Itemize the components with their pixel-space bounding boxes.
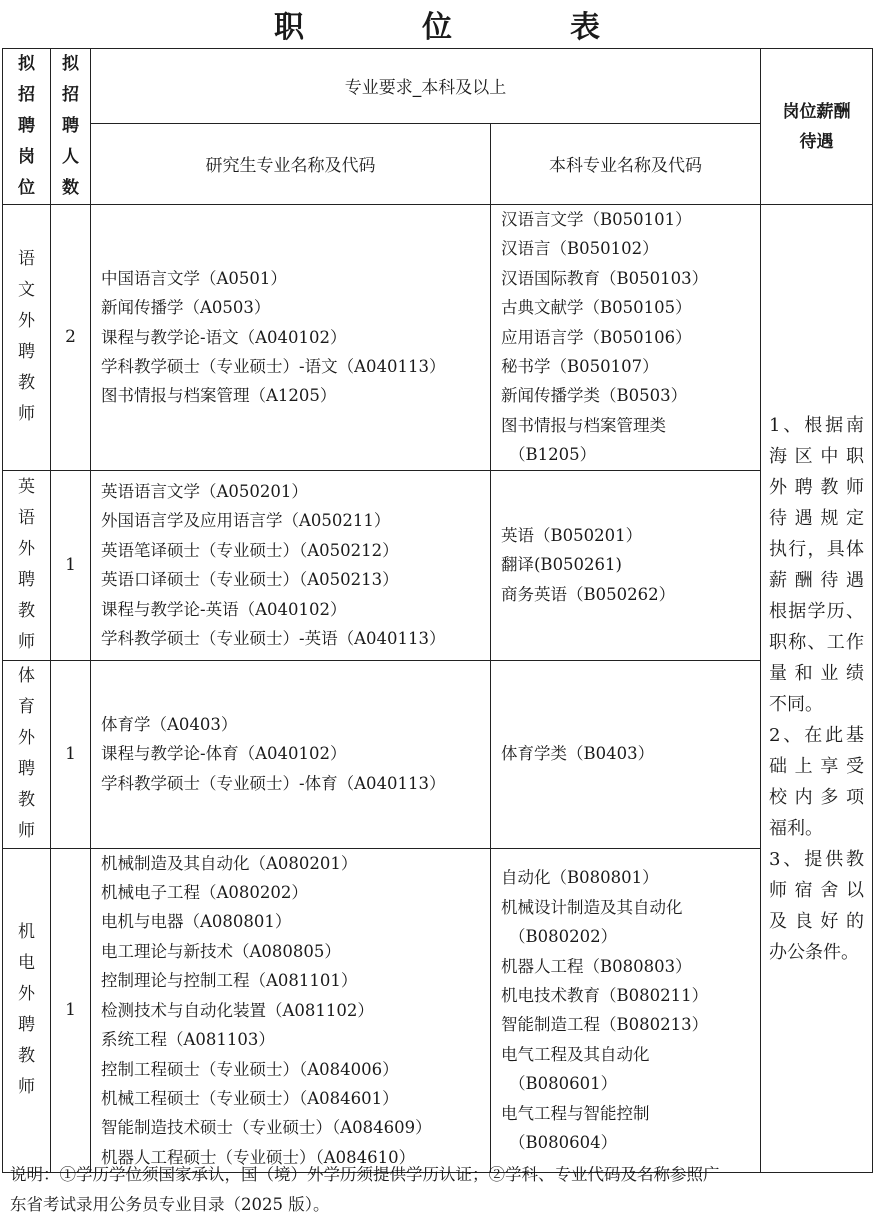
list-item: 机械电子工程（A080202） <box>101 883 308 903</box>
list-item: 英语语言文学（A050201） <box>101 481 308 501</box>
list-item: 新闻传播学类（B0503） <box>501 386 688 406</box>
list-item: 图书情报与档案管理类 <box>501 415 666 435</box>
list-item: 控制理论与控制工程（A081101） <box>101 971 358 991</box>
list-item: 外国语言学及应用语言学（A050211） <box>101 511 391 531</box>
list-item: 智能制造技术硕士（专业硕士）（A084609） <box>101 1118 432 1138</box>
list-item: 体育学类（B0403） <box>501 744 655 764</box>
table-row <box>3 848 873 1172</box>
list-item: 学科教学硕士（专业硕士）-语文（A040113） <box>101 357 446 377</box>
list-item: 秘书学（B050107） <box>501 357 659 377</box>
list-item: 机械制造及其自动化（A080201） <box>101 853 358 873</box>
list-item: 机器人工程硕士（专业硕士）（A084610） <box>101 1147 416 1167</box>
header-position: 拟 招 聘 岗 位 <box>3 49 51 205</box>
list-item: 检测技术与自动化装置（A081102） <box>101 1000 374 1020</box>
list-item: 机械工程硕士（专业硕士）（A084601） <box>101 1088 399 1108</box>
list-item: 智能制造工程（B080213） <box>501 1015 709 1035</box>
list-item: 电气工程与智能控制 <box>501 1103 650 1123</box>
list-item: 英语口译硕士（专业硕士）（A050213） <box>101 570 399 590</box>
position-count: 1 <box>51 848 91 1172</box>
list-item: 控制工程硕士（专业硕士）（A084006） <box>101 1059 399 1079</box>
position-name: 英 语 外 聘 教 师 <box>3 470 51 660</box>
position-name: 机 电 外 聘 教 师 <box>3 848 51 1172</box>
list-item: 汉语国际教育（B050103） <box>501 268 709 288</box>
list-item: （B080604） <box>509 1133 618 1153</box>
list-item: 汉语言（B050102） <box>501 239 659 259</box>
position-name: 语 文 外 聘 教 师 <box>3 205 51 471</box>
list-item: （B080601） <box>509 1074 618 1094</box>
salary-description: 1、根据南 海区中职 外聘教师 待遇规定 执行，具体 薪酬待遇 根据学历、 职称、工作 量和业绩 不同。 2、在此基 础上享受 校内多项 福利。 3、提供教 师宿舍以 及良好的 办公条件。 <box>761 205 873 1173</box>
list-item: 课程与教学论-体育（A040102） <box>101 744 347 764</box>
graduate-majors <box>91 470 491 660</box>
header-salary: 岗位薪酬 待遇 <box>761 49 873 205</box>
list-item: 机器人工程（B080803） <box>501 956 692 976</box>
position-name: 体 育 外 聘 教 师 <box>3 660 51 848</box>
list-item: （B080202） <box>509 927 618 947</box>
table-row <box>3 660 873 848</box>
graduate-majors <box>91 848 491 1172</box>
list-item: 图书情报与档案管理（A1205） <box>101 386 337 406</box>
list-item: 机电技术教育（B080211） <box>501 985 709 1005</box>
list-item: 英语（B050201） <box>501 526 643 546</box>
list-item: 系统工程（A081103） <box>101 1030 275 1050</box>
list-item: 英语笔译硕士（专业硕士）（A050212） <box>101 540 399 560</box>
page-title: 职 位 表 <box>274 10 644 45</box>
header-major-requirement: 专业要求_本科及以上 <box>91 49 761 124</box>
position-count: 2 <box>51 205 91 471</box>
footnote-line: 说明：①学历学位须国家承认，国（境）外学历须提供学历认证；②学科、专业代码及名称参照广 <box>10 1165 720 1184</box>
list-item: 应用语言学（B050106） <box>501 327 692 347</box>
list-item: 商务英语（B050262） <box>501 584 676 604</box>
list-item: 课程与教学论-语文（A040102） <box>101 327 347 347</box>
list-item: 电工理论与新技术（A080805） <box>101 941 341 961</box>
list-item: 体育学（A0403） <box>101 715 238 735</box>
table-row <box>3 470 873 660</box>
list-item: 新闻传播学（A0503） <box>101 298 271 318</box>
list-item: 翻译(B050261) <box>501 555 622 575</box>
list-item: 电机与电器（A080801） <box>101 912 292 932</box>
header-count: 拟 招 聘 人 数 <box>51 49 91 205</box>
list-item: 自动化（B080801） <box>501 868 659 888</box>
list-item: 电气工程及其自动化 <box>501 1044 650 1064</box>
table-row <box>3 205 873 471</box>
position-table <box>2 48 873 1173</box>
undergraduate-majors <box>491 205 761 471</box>
list-item: 课程与教学论-英语（A040102） <box>101 599 347 619</box>
graduate-majors <box>91 205 491 471</box>
list-item: 中国语言文学（A0501） <box>101 268 287 288</box>
list-item: 古典文献学（B050105） <box>501 298 692 318</box>
list-item: 汉语言文学（B050101） <box>501 210 692 229</box>
position-count: 1 <box>51 470 91 660</box>
undergraduate-majors <box>491 470 761 660</box>
undergraduate-majors <box>491 848 761 1172</box>
undergraduate-majors <box>491 660 761 848</box>
list-item: 机械设计制造及其自动化 <box>501 897 683 917</box>
header-graduate-major: 研究生专业名称及代码 <box>91 123 491 204</box>
header-undergraduate-major: 本科专业名称及代码 <box>491 123 761 204</box>
list-item: （B1205） <box>509 445 597 465</box>
footnote-line: 东省考试录用公务员专业目录（2025 版）。 <box>10 1195 330 1214</box>
position-count: 1 <box>51 660 91 848</box>
graduate-majors <box>91 660 491 848</box>
list-item: 学科教学硕士（专业硕士）-英语（A040113） <box>101 628 446 648</box>
footnote <box>10 1160 870 1220</box>
list-item: 学科教学硕士（专业硕士）-体育（A040113） <box>101 773 446 793</box>
